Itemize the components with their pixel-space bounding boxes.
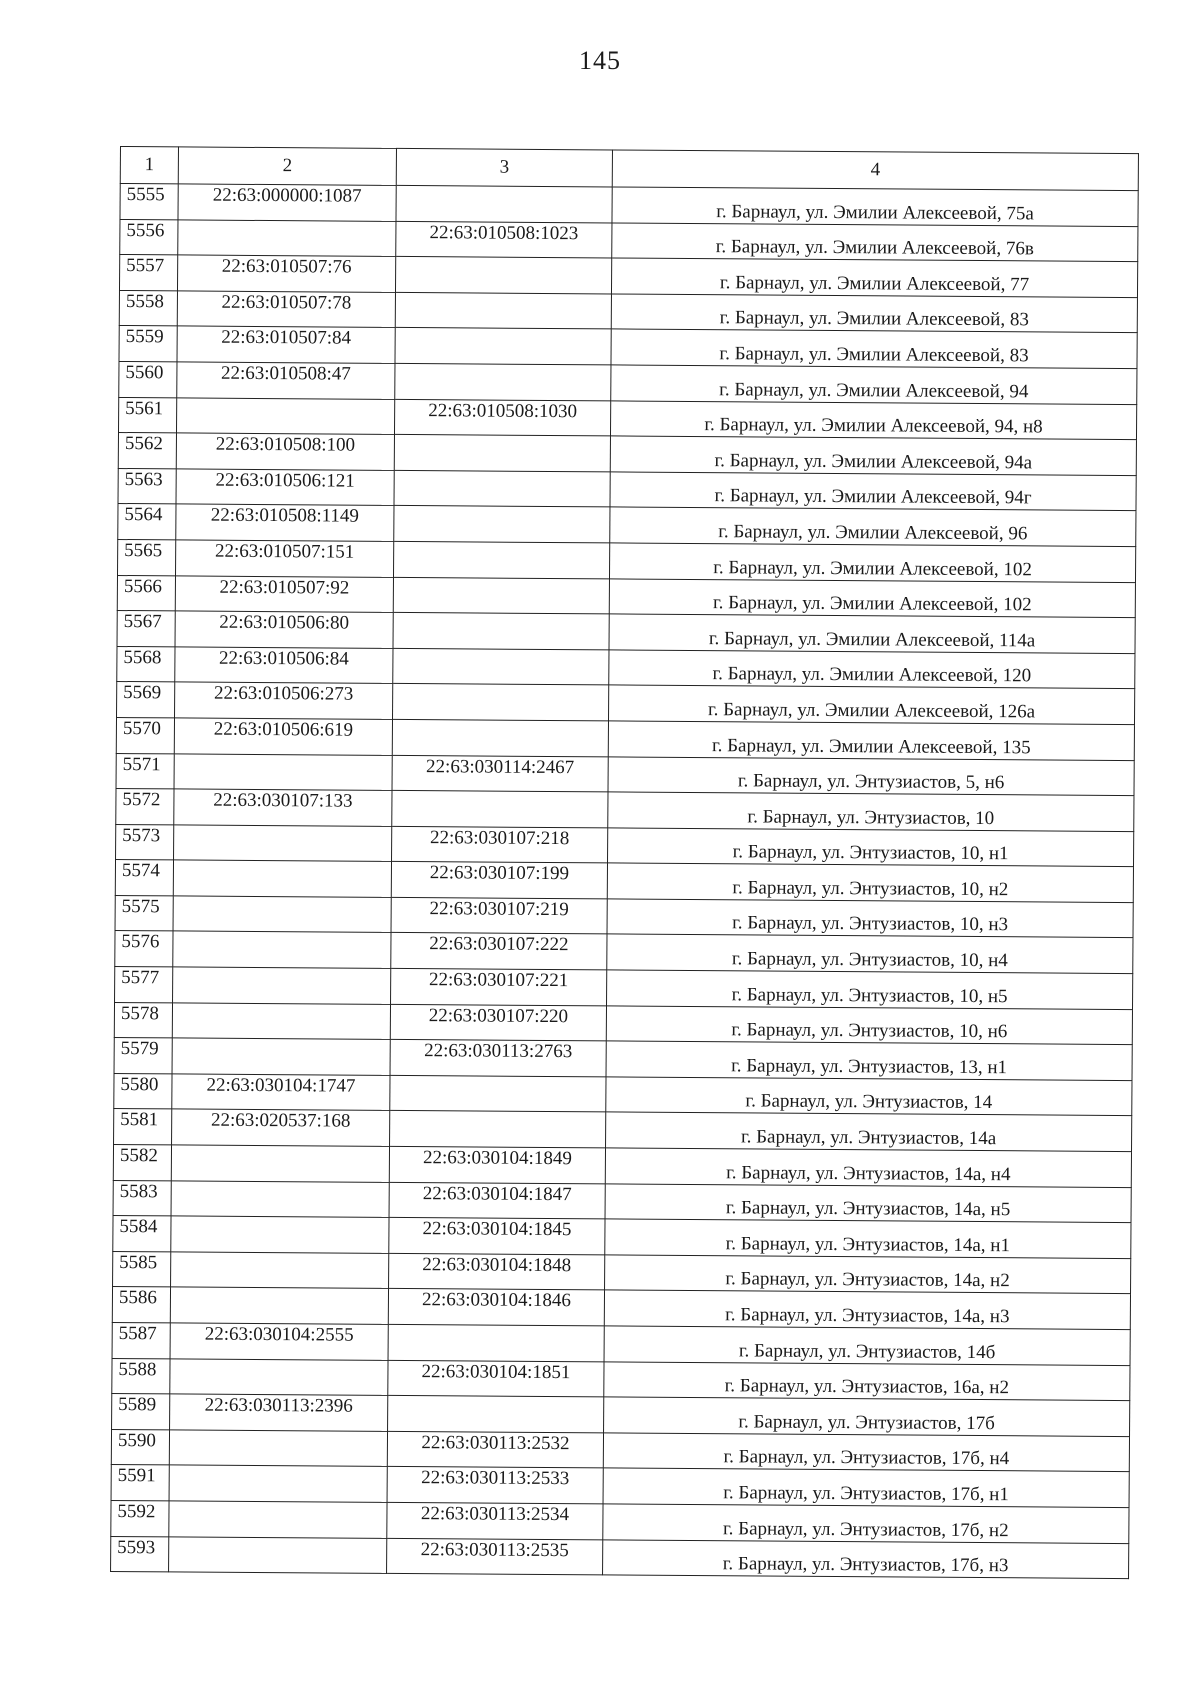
cadastral-number-col2	[169, 1430, 387, 1467]
cadastral-number-col3: 22:63:030107:221	[391, 968, 607, 1005]
address: г. Барнаул, ул. Энтузиастов, 14а, н5	[605, 1184, 1131, 1223]
address: г. Барнаул, ул. Эмилии Алексеевой, 126а	[608, 685, 1134, 724]
cadastral-number-col3: 22:63:030104:1849	[389, 1146, 605, 1183]
cadastral-number-col3	[394, 435, 610, 472]
address: г. Барнаул, ул. Энтузиастов, 10, н4	[607, 934, 1133, 973]
cadastral-number-col2: 22:63:010506:84	[175, 647, 393, 684]
address: г. Барнаул, ул. Эмилии Алексеевой, 77	[611, 258, 1137, 297]
address: г. Барнаул, ул. Эмилии Алексеевой, 135	[608, 721, 1134, 760]
row-number: 5572	[116, 789, 174, 825]
cadastral-number-col3: 22:63:030107:219	[391, 897, 607, 934]
row-number: 5563	[118, 468, 176, 504]
address: г. Барнаул, ул. Энтузиастов, 10, н1	[608, 828, 1134, 867]
address: г. Барнаул, ул. Эмилии Алексеевой, 94, н8	[610, 400, 1136, 439]
row-number: 5575	[115, 895, 173, 931]
cadastral-number-col2: 22:63:030107:133	[174, 789, 392, 826]
cadastral-number-col2: 22:63:010507:76	[177, 255, 395, 292]
cadastral-number-col2: 22:63:030113:2396	[170, 1394, 388, 1431]
row-number: 5565	[118, 539, 176, 575]
cadastral-number-col2	[174, 753, 392, 790]
cadastral-number-col3: 22:63:030113:2534	[387, 1502, 603, 1539]
cadastral-number-col3: 22:63:030114:2467	[392, 755, 608, 792]
cadastral-number-col3	[394, 506, 610, 543]
row-number: 5557	[119, 255, 177, 291]
cadastral-number-col3: 22:63:030113:2533	[387, 1467, 603, 1504]
cadastral-number-col3: 22:63:010508:1023	[396, 221, 612, 258]
address: г. Барнаул, ул. Энтузиастов, 10, н6	[606, 1006, 1132, 1045]
cadastral-number-col2	[174, 825, 392, 862]
cadastral-number-col2	[172, 1003, 390, 1040]
row-number: 5566	[117, 575, 175, 611]
cadastral-number-col3	[395, 328, 611, 365]
table-row	[111, 1536, 1129, 1579]
cadastral-number-col2	[171, 1216, 389, 1253]
cadastral-number-col3	[388, 1396, 604, 1433]
address: г. Барнаул, ул. Энтузиастов, 17б, н1	[603, 1468, 1129, 1507]
row-number: 5559	[119, 326, 177, 362]
address: г. Барнаул, ул. Энтузиастов, 13, н1	[606, 1041, 1132, 1080]
header-col-1: 1	[120, 147, 178, 184]
address: г. Барнаул, ул. Энтузиастов, 17б	[604, 1397, 1130, 1436]
cadastral-number-col3	[393, 541, 609, 578]
address: г. Барнаул, ул. Энтузиастов, 10, н3	[607, 899, 1133, 938]
cadastral-number-col3: 22:63:030113:2763	[390, 1040, 606, 1077]
row-number: 5570	[116, 717, 174, 753]
row-number: 5584	[113, 1216, 171, 1252]
address: г. Барнаул, ул. Эмилии Алексеевой, 96	[610, 507, 1136, 546]
cadastral-number-col2	[169, 1536, 387, 1573]
cadastral-number-col2	[169, 1501, 387, 1538]
address: г. Барнаул, ул. Эмилии Алексеевой, 94г	[610, 472, 1136, 511]
row-number: 5574	[115, 860, 173, 896]
cadastral-number-col3	[393, 684, 609, 721]
row-number: 5593	[111, 1536, 169, 1572]
cadastral-number-col2: 22:63:010507:84	[177, 326, 395, 363]
cadastral-number-col2	[173, 931, 391, 968]
cadastral-number-col2: 22:63:010506:80	[175, 611, 393, 648]
address: г. Барнаул, ул. Энтузиастов, 16а, н2	[604, 1362, 1130, 1401]
row-number: 5581	[114, 1109, 172, 1145]
address: г. Барнаул, ул. Эмилии Алексеевой, 83	[611, 294, 1137, 333]
row-number: 5556	[120, 219, 178, 255]
cadastral-number-col3: 22:63:030113:2535	[387, 1538, 603, 1575]
address: г. Барнаул, ул. Эмилии Алексеевой, 114а	[609, 614, 1135, 653]
cadastral-number-col2: 22:63:010506:273	[175, 682, 393, 719]
cadastral-number-col2: 22:63:030104:1747	[172, 1074, 390, 1111]
address: г. Барнаул, ул. Энтузиастов, 14а, н4	[605, 1148, 1131, 1187]
row-number: 5571	[116, 753, 174, 789]
header-col-2: 2	[178, 147, 396, 186]
row-number: 5591	[111, 1465, 169, 1501]
registry-table	[110, 146, 1139, 1579]
cadastral-number-col3	[392, 719, 608, 756]
row-number: 5592	[111, 1500, 169, 1536]
address: г. Барнаул, ул. Эмилии Алексеевой, 76в	[612, 223, 1138, 262]
row-number: 5587	[112, 1322, 170, 1358]
header-col-4: 4	[612, 150, 1138, 191]
cadastral-number-col3	[395, 292, 611, 329]
cadastral-number-col2: 22:63:010506:619	[174, 718, 392, 755]
cadastral-number-col2: 22:63:000000:1087	[178, 184, 396, 221]
cadastral-number-col3: 22:63:030113:2532	[387, 1431, 603, 1468]
address: г. Барнаул, ул. Эмилии Алексеевой, 94	[611, 365, 1137, 404]
cadastral-number-col2: 22:63:010508:47	[177, 362, 395, 399]
row-number: 5580	[114, 1073, 172, 1109]
address: г. Барнаул, ул. Энтузиастов, 14а	[606, 1112, 1132, 1151]
cadastral-number-col2	[171, 1181, 389, 1218]
address: г. Барнаул, ул. Энтузиастов, 5, н6	[608, 756, 1134, 795]
cadastral-number-col3	[390, 1075, 606, 1112]
row-number: 5586	[112, 1287, 170, 1323]
row-number: 5582	[113, 1145, 171, 1181]
cadastral-number-col3: 22:63:030107:218	[392, 826, 608, 863]
address: г. Барнаул, ул. Эмилии Алексеевой, 83	[611, 329, 1137, 368]
cadastral-number-col2: 22:63:010507:92	[175, 575, 393, 612]
cadastral-number-col3: 22:63:030107:220	[390, 1004, 606, 1041]
cadastral-number-col3: 22:63:030104:1848	[389, 1253, 605, 1290]
address: г. Барнаул, ул. Эмилии Алексеевой, 102	[609, 578, 1135, 617]
cadastral-number-col2	[171, 1252, 389, 1289]
cadastral-number-col2	[173, 860, 391, 897]
row-number: 5576	[115, 931, 173, 967]
cadastral-number-col3	[393, 648, 609, 685]
cadastral-number-col3	[388, 1324, 604, 1361]
cadastral-number-col2: 22:63:010507:78	[177, 291, 395, 328]
cadastral-number-col3: 22:63:030104:1847	[389, 1182, 605, 1219]
cadastral-number-col2	[170, 1358, 388, 1395]
row-number: 5562	[118, 433, 176, 469]
cadastral-number-col3	[395, 257, 611, 294]
row-number: 5560	[119, 361, 177, 397]
address: г. Барнаул, ул. Энтузиастов, 17б, н2	[603, 1504, 1129, 1543]
row-number: 5568	[117, 646, 175, 682]
row-number: 5578	[114, 1002, 172, 1038]
cadastral-number-col2: 22:63:020537:168	[172, 1109, 390, 1146]
row-number: 5558	[119, 290, 177, 326]
row-number: 5555	[120, 184, 178, 220]
cadastral-number-col2	[176, 397, 394, 434]
cadastral-number-col2	[178, 220, 396, 257]
address: г. Барнаул, ул. Эмилии Алексеевой, 94а	[610, 436, 1136, 475]
cadastral-number-col3: 22:63:030107:199	[391, 862, 607, 899]
cadastral-number-col2	[172, 1038, 390, 1075]
row-number: 5590	[111, 1429, 169, 1465]
row-number: 5569	[117, 682, 175, 718]
address: г. Барнаул, ул. Энтузиастов, 14б	[604, 1326, 1130, 1365]
cadastral-number-col2	[173, 967, 391, 1004]
cadastral-number-col2	[170, 1287, 388, 1324]
table-body	[111, 184, 1139, 1579]
address: г. Барнаул, ул. Энтузиастов, 14а, н1	[605, 1219, 1131, 1258]
address: г. Барнаул, ул. Энтузиастов, 10	[608, 792, 1134, 831]
cadastral-number-col3: 22:63:030104:1846	[388, 1289, 604, 1326]
row-number: 5564	[118, 504, 176, 540]
cadastral-number-col3: 22:63:030107:222	[391, 933, 607, 970]
row-number: 5561	[118, 397, 176, 433]
cadastral-number-col2: 22:63:010507:151	[176, 540, 394, 577]
cadastral-number-col3	[395, 363, 611, 400]
row-number: 5588	[112, 1358, 170, 1394]
address: г. Барнаул, ул. Энтузиастов, 17б, н4	[603, 1433, 1129, 1472]
address: г. Барнаул, ул. Энтузиастов, 14а, н3	[604, 1290, 1130, 1329]
address: г. Барнаул, ул. Энтузиастов, 14а, н2	[605, 1255, 1131, 1294]
cadastral-number-col3	[394, 470, 610, 507]
cadastral-number-col2: 22:63:010508:1149	[176, 504, 394, 541]
cadastral-number-col2: 22:63:030104:2555	[170, 1323, 388, 1360]
cadastral-number-col3	[392, 791, 608, 828]
cadastral-number-col3: 22:63:030104:1845	[389, 1218, 605, 1255]
cadastral-number-col3	[393, 577, 609, 614]
row-number: 5577	[115, 967, 173, 1003]
cadastral-number-col2	[173, 896, 391, 933]
address: г. Барнаул, ул. Эмилии Алексеевой, 75а	[612, 187, 1138, 226]
cadastral-number-col3	[390, 1111, 606, 1148]
cadastral-number-col2: 22:63:010506:121	[176, 469, 394, 506]
cadastral-number-col2	[171, 1145, 389, 1182]
row-number: 5589	[112, 1394, 170, 1430]
address: г. Барнаул, ул. Энтузиастов, 10, н2	[607, 863, 1133, 902]
row-number: 5583	[113, 1180, 171, 1216]
row-number: 5585	[113, 1251, 171, 1287]
row-number: 5567	[117, 611, 175, 647]
address: г. Барнаул, ул. Энтузиастов, 17б, н3	[603, 1539, 1129, 1578]
address: г. Барнаул, ул. Энтузиастов, 14	[606, 1077, 1132, 1116]
cadastral-number-col2: 22:63:010508:100	[176, 433, 394, 470]
cadastral-number-col3	[396, 185, 612, 222]
row-number: 5573	[116, 824, 174, 860]
cadastral-number-col3	[393, 613, 609, 650]
header-col-3: 3	[396, 148, 612, 187]
address: г. Барнаул, ул. Энтузиастов, 10, н5	[607, 970, 1133, 1009]
address: г. Барнаул, ул. Эмилии Алексеевой, 120	[609, 650, 1135, 689]
cadastral-number-col3: 22:63:010508:1030	[394, 399, 610, 436]
cadastral-number-col3: 22:63:030104:1851	[388, 1360, 604, 1397]
page-number: 145	[579, 46, 621, 75]
address: г. Барнаул, ул. Эмилии Алексеевой, 102	[609, 543, 1135, 582]
cadastral-number-col2	[169, 1465, 387, 1502]
row-number: 5579	[114, 1038, 172, 1074]
